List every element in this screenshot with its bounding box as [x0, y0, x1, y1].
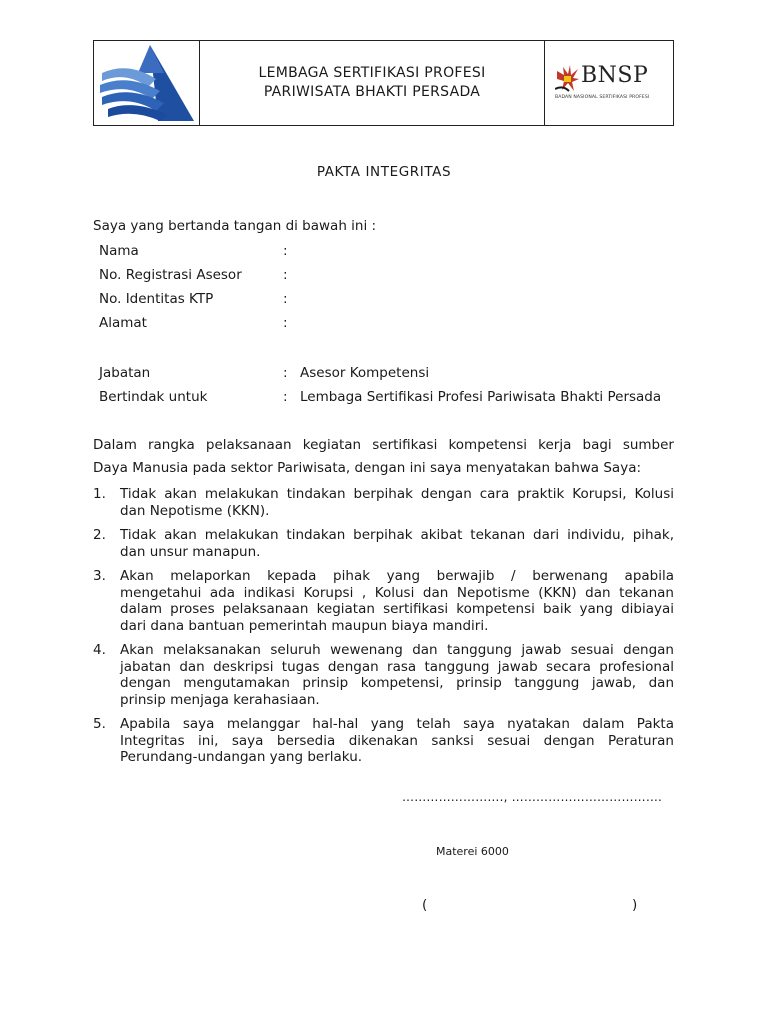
list-item-line: Akan melaporkan kepada pihak yang berwajib / berwenang apabila — [120, 568, 674, 584]
org-name-line-2: PARIWISATA BHAKTI PERSADA — [263, 84, 481, 100]
field-label-ktp: No. Identitas KTP — [99, 291, 214, 307]
garuda-icon — [555, 63, 581, 93]
lsp-logo-cell — [94, 41, 200, 125]
list-item-number: 3. — [93, 568, 106, 584]
list-item-line: mengetahui ada indikasi Korupsi , Kolusi dan Nepotisme (KKN) dan tekanan — [120, 584, 674, 601]
list-item — [93, 716, 674, 766]
bnsp-logo — [553, 61, 665, 105]
list-item-line: Apabila saya melanggar hal-hal yang telah saya nyatakan dalam Pakta — [120, 716, 674, 732]
field-label-jabatan: Jabatan — [99, 365, 151, 381]
materei-label: Materei 6000 — [436, 845, 509, 858]
list-item-line: dengan mengutamakan prinsip kompetensi, prinsip tanggung jawab, dan — [120, 675, 674, 691]
list-item-line: prinsip menjaga kerahasiaan. — [120, 691, 320, 708]
field-label-alamat: Alamat — [99, 315, 147, 331]
field-colon: : — [283, 243, 288, 259]
list-item-number: 2. — [93, 527, 106, 543]
list-item-line: Perundang-undangan yang berlaku. — [120, 749, 363, 765]
list-item-number: 1. — [93, 486, 106, 502]
intro-text: Saya yang bertanda tangan di bawah ini : — [93, 218, 377, 234]
commitment-list — [93, 486, 674, 774]
list-item-line: Tidak akan melakukan tindakan berpihak dengan cara praktik Korupsi, Kolusi — [120, 486, 674, 502]
field-colon: : — [283, 291, 288, 307]
list-item — [93, 486, 674, 519]
statement-line: Dalam rangka pelaksanaan kegiatan sertifikasi kompetensi kerja bagi sumber — [93, 437, 674, 453]
field-colon: : — [283, 315, 288, 331]
list-item-number: 5. — [93, 716, 106, 732]
org-name-line-1: LEMBAGA SERTIFIKASI PROFESI — [258, 65, 486, 81]
field-label-nama: Nama — [99, 243, 139, 259]
lsp-logo-icon — [98, 43, 196, 123]
list-item — [93, 527, 674, 560]
list-item-text — [120, 716, 674, 766]
list-item — [93, 568, 674, 634]
field-label-bertindak: Bertindak untuk — [99, 389, 208, 405]
statement-line: Daya Manusia pada sektor Pariwisata, dengan ini saya menyatakan bahwa Saya: — [93, 460, 642, 476]
list-item-line: Tidak akan melakukan tindakan berpihak akibat tekanan dari individu, pihak, — [120, 527, 674, 543]
org-name-cell — [200, 41, 544, 125]
bnsp-logo-text: BNSP — [581, 63, 649, 88]
field-colon: : — [283, 389, 288, 405]
signature-paren-open: ( — [422, 897, 428, 913]
letterhead — [93, 40, 674, 126]
list-item-line: Akan melaksanakan seluruh wewenang dan tanggung jawab sesuai dengan — [120, 642, 674, 658]
list-item-text — [120, 568, 674, 634]
list-item-text — [120, 642, 674, 708]
list-item-line: dari dana bantuan pemerintah maupun biaya mandiri. — [120, 617, 489, 634]
signature-paren-close: ) — [632, 897, 638, 913]
list-item — [93, 642, 674, 708]
field-colon: : — [283, 365, 288, 381]
field-value-bertindak: Lembaga Sertifikasi Profesi Pariwisata Bhakti Persada — [300, 389, 662, 405]
list-item-line: Integritas ini, saya bersedia dikenakan sanksi sesuai dengan Peraturan — [120, 732, 674, 749]
list-item-text — [120, 527, 674, 560]
list-item-number: 4. — [93, 642, 106, 658]
place-date-line: ……………………., ………………………………. — [402, 790, 663, 804]
list-item-line: jabatan dan deskripsi tugas dengan rasa tanggung jawab secara profesional — [120, 658, 674, 675]
list-item-line: dalam proses pelaksanaan kegiatan sertifikasi kompetensi baik yang dibiayai — [120, 601, 674, 617]
field-colon: : — [283, 267, 288, 283]
list-item-text — [120, 486, 674, 519]
statement-paragraph — [93, 434, 674, 480]
field-value-jabatan: Asesor Kompetensi — [300, 365, 430, 381]
document-title: PAKTA INTEGRITAS — [316, 164, 452, 180]
list-item-line: dan Nepotisme (KKN). — [120, 502, 270, 519]
bnsp-logo-subtext: BADAN NASIONAL SERTIFIKASI PROFESI — [555, 95, 650, 100]
bnsp-logo-cell — [544, 41, 673, 125]
field-label-registrasi: No. Registrasi Asesor — [99, 267, 242, 283]
list-item-line: dan unsur manapun. — [120, 543, 261, 560]
